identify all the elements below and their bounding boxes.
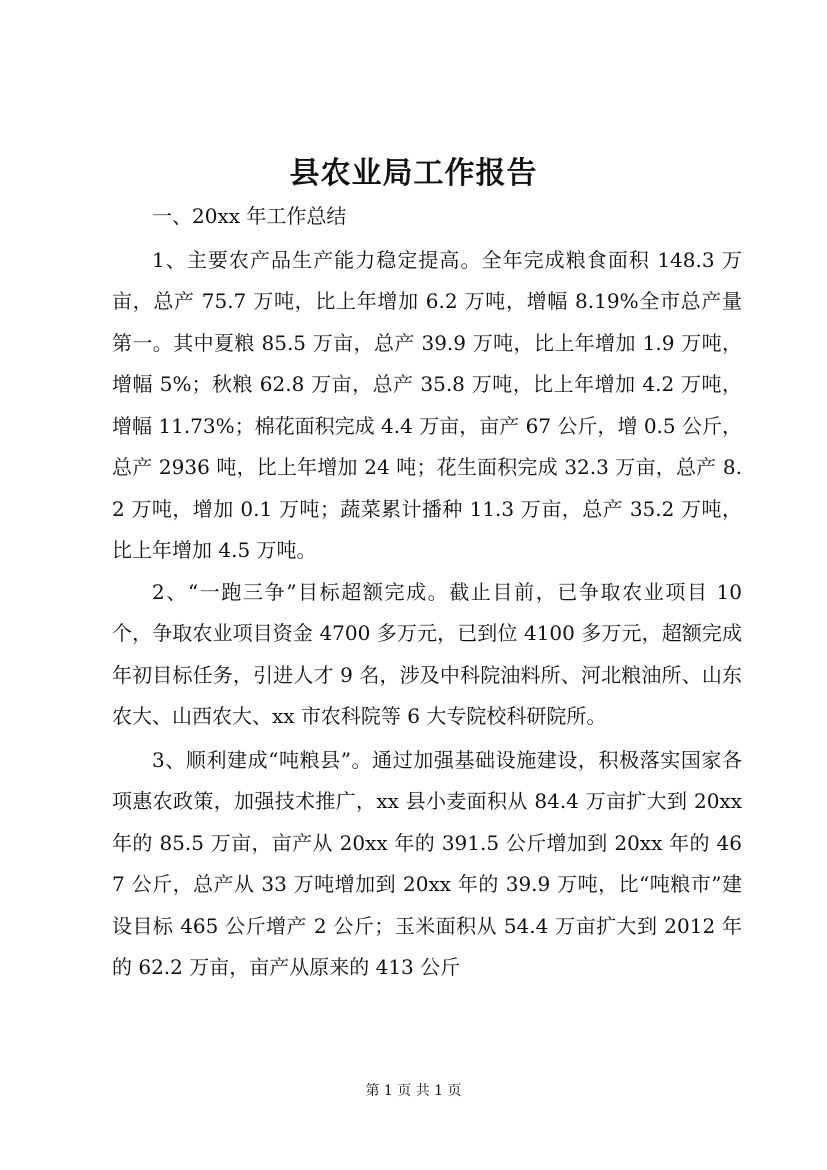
paragraph-3: 3、顺利建成“吨粮县”。通过加强基础设施建设，积极落实国家各项惠农政策，加强技术推广，xx 县小麦面积从 84.4 万亩扩大到 20xx 年的 85.5 万亩，亩产从 20xx 年的 391.5 公斤增加到 20xx 年的 467 公斤，总产从 33 万吨增加到 20xx 年的 39.9 万吨，比“吨粮市”建设目标 465 公斤增产 2 公斤；玉米面积从 54.4 万亩扩大到 2012 年的 62.2 万亩，亩产从原来的 413 公斤 [112, 747, 742, 979]
page-footer: 第 1 页 共 1 页 [365, 1083, 462, 1099]
document-body [112, 196, 742, 989]
document-title: 县农业局工作报告 [289, 156, 538, 191]
paragraph-1: 1、主要农产品生产能力稳定提高。全年完成粮食面积 148.3 万亩，总产 75.7 万吨，比上年增加 6.2 万吨，增幅 8.19%全市总产量第一。其中夏粮 85.5 万亩，总产 39.9 万吨，比上年增加 1.9 万吨，增幅 5%；秋粮 62.8 万亩，总产 35.8 万吨，比上年增加 4.2 万吨，增幅 11.73%；棉花面积完成 4.4 万亩，亩产 67 公斤，增 0.5 公斤，总产 2936 吨，比上年增加 24 吨；花生面积完成 32.3 万亩，总产 8.2 万吨，增加 0.1 万吨；蔬菜累计播种 11.3 万亩，总产 35.2 万吨，比上年增加 4.5 万吨。 [112, 247, 742, 562]
paragraph-2: 2、“一跑三争”目标超额完成。截止目前，已争取农业项目 10 个，争取农业项目资金 4700 多万元，已到位 4100 多万元，超额完成年初目标任务，引进人才 9 名，涉及中科院油料所、河北粮油所、山东农大、山西农大、xx 市农科院等 6 大专院校科研院所。 [112, 579, 742, 728]
section-heading: 一、20xx 年工作总结 [152, 204, 347, 228]
